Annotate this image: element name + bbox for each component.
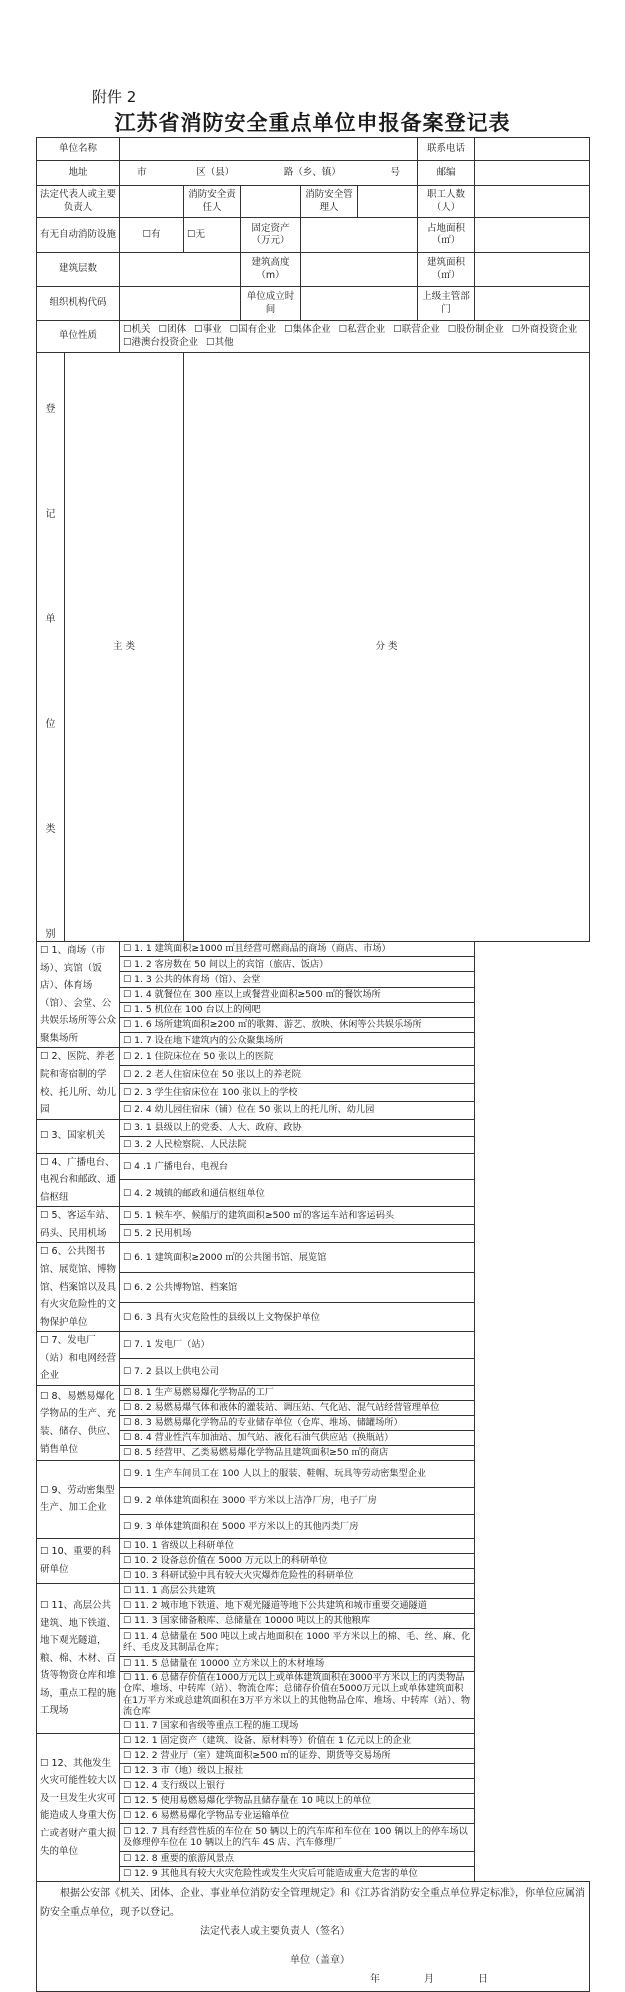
address-district: 区（县） (196, 166, 235, 178)
side-label-char: 类 (45, 824, 56, 835)
date-year: 年 (370, 1973, 380, 1985)
unit-nature-options (120, 321, 590, 353)
seal-label: 单位（盖章） (290, 1954, 350, 1966)
main-category-checkbox[interactable]: ☐ 7、发电厂（站）和电网经营企业 (37, 1332, 120, 1386)
sub-category-checkbox[interactable]: ☐ 3. 2 人民检察院、人民法院 (120, 1136, 475, 1153)
unit-name-field[interactable] (120, 138, 418, 161)
side-label-char: 别 (45, 929, 56, 940)
fixed-assets-label: 固定资产（万元） (241, 218, 301, 253)
building-area-label: 建筑面积（㎡） (418, 253, 475, 287)
sub-category-checkbox[interactable]: ☐ 1. 6 场所建筑面积≥200 ㎡的歌舞、游艺、放映、休闲等公共娱乐场所 (120, 1017, 475, 1032)
sub-category-checkbox[interactable]: ☐ 2. 3 学生住宿床位在 100 张以上的学校 (120, 1084, 475, 1102)
sub-category-checkbox[interactable]: ☐ 5. 2 民用机场 (120, 1225, 475, 1243)
sub-category-checkbox[interactable]: ☐ 1. 1 建筑面积≥1000 ㎡且经营可燃商品的商场（商店、市场） (120, 942, 475, 957)
sub-category-checkbox[interactable]: ☐ 8. 2 易燃易爆气体和液体的灌装站、调压站、气化站、混气站经营管理单位 (120, 1400, 475, 1415)
land-area-field[interactable] (475, 218, 590, 253)
contact-phone-label: 联系电话 (418, 138, 475, 161)
sub-category-checkbox[interactable]: ☐ 8. 5 经营甲、乙类易燃易爆化学物品且建筑面积≥50 ㎡的商店 (120, 1445, 475, 1460)
date-month: 月 (424, 1973, 434, 1985)
postcode-label: 邮编 (418, 161, 475, 186)
sub-category-checkbox[interactable]: ☐ 2. 2 老人住宿床位在 50 张以上的养老院 (120, 1066, 475, 1084)
superior-label: 上级主管部门 (418, 287, 475, 321)
floors-label: 建筑层数 (37, 253, 120, 287)
sub-category-checkbox[interactable]: ☐ 3. 1 县级以上的党委、人大、政府、政协 (120, 1119, 475, 1136)
main-category-checkbox[interactable]: ☐ 6、公共图书馆、展览馆、博物馆、档案馆以及具有火灾危险性的文物保护单位 (37, 1243, 120, 1332)
unit-nature-option[interactable]: ☐联营企业 (393, 323, 440, 335)
sub-category-checkbox[interactable]: ☐ 8. 3 易燃易爆化学物品的专业储存单位（仓库、堆场、储罐场所） (120, 1415, 475, 1430)
sub-category-checkbox[interactable]: ☐ 12. 8 重要的旅游风景点 (120, 1851, 475, 1866)
unit-name-label: 单位名称 (37, 138, 120, 161)
sub-category-checkbox[interactable]: ☐ 12. 7 具有经营性质的车位在 50 辆以上的汽车库和车位在 100 辆以上的停车场以及修理停车位在 10 辆以上的汽车 4S 店、汽车修理厂 (120, 1823, 475, 1851)
auto-fire-label: 有无自动消防设施 (37, 218, 120, 253)
org-code-label: 组织机构代码 (37, 287, 120, 321)
side-label-char: 记 (45, 509, 56, 520)
main-category-checkbox[interactable]: ☐ 9、劳动密集型生产、加工企业 (37, 1460, 120, 1538)
sub-category-checkbox[interactable]: ☐ 5. 1 候车亭、候船厅的建筑面积≥500 ㎡的客运车站和客运码头 (120, 1207, 475, 1225)
legal-rep-label: 法定代表人或主要负责人 (37, 186, 120, 218)
sub-category-checkbox[interactable]: ☐ 12. 4 支行级以上银行 (120, 1778, 475, 1793)
fixed-assets-field[interactable] (301, 218, 418, 253)
side-label-char: 单 (45, 614, 56, 625)
sub-category-checkbox[interactable]: ☐ 4 .1 广播电台、电视台 (120, 1153, 475, 1180)
founded-label: 单位成立时间 (241, 287, 301, 321)
sub-category-checkbox[interactable]: ☐ 10. 2 设备总价值在 5000 万元以上的科研单位 (120, 1553, 475, 1568)
employees-label: 职工人数（人） (418, 186, 475, 218)
unit-nature-option[interactable]: ☐外商投资企业 (511, 323, 578, 335)
sub-category-checkbox[interactable]: ☐ 8. 1 生产易燃易爆化学物品的工厂 (120, 1385, 475, 1400)
auto-fire-no-checkbox[interactable]: ☐无 (184, 218, 241, 253)
sub-category-checkbox[interactable]: ☐ 12. 3 市（地）级以上报社 (120, 1763, 475, 1778)
unit-nature-label: 单位性质 (37, 321, 120, 353)
fire-safety-person-label: 消防安全责任人 (184, 186, 241, 218)
sub-category-checkbox[interactable]: ☐ 1. 7 设在地下建筑内的公众聚集场所 (120, 1033, 475, 1048)
building-height-label: 建筑高度（m） (241, 253, 301, 287)
sub-category-checkbox[interactable]: ☐ 7. 2 县以上供电公司 (120, 1359, 475, 1386)
sub-category-header: 分 类 (184, 353, 590, 942)
main-category-checkbox[interactable]: ☐ 3、国家机关 (37, 1119, 120, 1153)
signature-label: 法定代表人或主要负责人（签名） (200, 1925, 350, 1937)
sub-category-checkbox[interactable]: ☐ 2. 4 幼儿园住宿床（铺）位在 50 张以上的托儿所、幼儿园 (120, 1101, 475, 1119)
declaration-box (37, 1881, 590, 1991)
fire-safety-person-field[interactable] (241, 186, 301, 218)
unit-nature-option[interactable]: ☐团体 (158, 323, 187, 335)
sub-category-checkbox[interactable]: ☐ 11. 5 总储量在 10000 立方米以上的木材堆场 (120, 1656, 475, 1671)
main-category-checkbox[interactable]: ☐ 2、医院、养老院和寄宿制的学校、托儿所、幼儿园 (37, 1048, 120, 1119)
address-number: 号 (390, 166, 401, 178)
fire-safety-manager-field[interactable] (358, 186, 418, 218)
unit-nature-option[interactable]: ☐港澳台投资企业 (123, 337, 199, 348)
unit-nature-option[interactable]: ☐其他 (206, 337, 234, 348)
sub-category-checkbox[interactable]: ☐ 1. 4 就餐位在 300 座以上或餐营业面积≥500 ㎡的餐饮场所 (120, 987, 475, 1002)
building-area-field[interactable] (475, 253, 590, 287)
main-category-checkbox[interactable]: ☐ 8、易燃易爆化学物品的生产、充装、储存、供应、销售单位 (37, 1385, 120, 1460)
sub-category-checkbox[interactable]: ☐ 1. 3 公共的体育场（馆）、会堂 (120, 972, 475, 987)
sub-category-checkbox[interactable]: ☐ 9. 2 单体建筑面积在 3000 平方米以上洁净厂房，电子厂房 (120, 1487, 475, 1514)
side-label-char: 位 (45, 719, 56, 730)
sub-category-checkbox[interactable]: ☐ 11. 1 高层公共建筑 (120, 1583, 475, 1598)
side-label-char: 登 (45, 404, 56, 415)
sub-category-checkbox[interactable]: ☐ 2. 1 住院床位在 50 张以上的医院 (120, 1048, 475, 1066)
main-category-header: 主 类 (65, 353, 184, 942)
address-road: 路（乡、镇） (283, 166, 341, 178)
sub-category-checkbox[interactable]: ☐ 11. 3 国家储备粮库、总储量在 10000 吨以上的其他粮库 (120, 1613, 475, 1628)
sub-category-checkbox[interactable]: ☐ 4. 2 城镇的邮政和通信枢纽单位 (120, 1180, 475, 1207)
sub-category-checkbox[interactable]: ☐ 12. 5 使用易燃易爆化学物品且储存量在 10 吨以上的单位 (120, 1793, 475, 1808)
sub-category-checkbox[interactable]: ☐ 12. 2 营业厅（室）建筑面积≥500 ㎡的证券、期货等交易场所 (120, 1748, 475, 1763)
sub-category-checkbox[interactable]: ☐ 9. 1 生产车间员工在 100 人以上的服装、鞋帽、玩具等劳动密集型企业 (120, 1460, 475, 1487)
address-city: 市 (137, 166, 147, 178)
sub-category-checkbox[interactable]: ☐ 9. 3 单体建筑面积在 5000 平方米以上的其他丙类厂房 (120, 1514, 475, 1538)
date-day: 日 (478, 1973, 488, 1985)
postcode-field[interactable] (475, 161, 590, 186)
unit-nature-option[interactable]: ☐机关 (123, 323, 151, 335)
registration-category-side-label (37, 353, 65, 942)
sub-category-checkbox[interactable]: ☐ 12. 9 其他具有较大火灾危险性或发生火灾后可能造成重大危害的单位 (120, 1866, 475, 1881)
fire-safety-manager-label: 消防安全管理人 (301, 186, 358, 218)
main-category-checkbox[interactable]: ☐ 12、其他发生火灾可能性较大以及一旦发生火灾可能造成人身重大伤亡或者财产重大损失的单位 (37, 1733, 120, 1881)
founded-field[interactable] (301, 287, 418, 321)
sub-category-checkbox[interactable]: ☐ 12. 1 固定资产（建筑、设备、原材料等）价值在 1 亿元以上的企业 (120, 1733, 475, 1748)
sub-category-checkbox[interactable]: ☐ 12. 6 易燃易爆化学物品专业运输单位 (120, 1808, 475, 1823)
employees-field[interactable] (475, 186, 590, 218)
legal-rep-field[interactable] (120, 186, 184, 218)
main-category-checkbox[interactable]: ☐ 5、客运车站、码头、民用机场 (37, 1207, 120, 1243)
unit-nature-option[interactable]: ☐国有企业 (229, 323, 277, 335)
sub-category-checkbox[interactable]: ☐ 11. 4 总储量在 500 吨以上或占地面积在 1000 平方米以上的棉、毛、丝、麻、化纤、毛皮及其制品仓库； (120, 1628, 475, 1656)
auto-fire-yes-checkbox[interactable]: ☐有 (120, 218, 184, 253)
address-label: 地址 (37, 161, 120, 186)
unit-nature-option[interactable]: ☐股份制企业 (447, 323, 504, 335)
declaration-text: 根据公安部《机关、团体、企业、事业单位消防安全管理规定》和《江苏省消防安全重点单位界定标准》，你单位应属消防安全重点单位，现予以登记。 (40, 1887, 585, 1918)
main-category-checkbox[interactable]: ☐ 11、高层公共建筑、地下铁道、地下观光隧道，粮、棉、木材、百货等物资仓库和堆场，重点工程的施工现场 (37, 1583, 120, 1733)
building-height-field[interactable] (301, 253, 418, 287)
sub-category-checkbox[interactable]: ☐ 10. 1 省级以上科研单位 (120, 1538, 475, 1553)
sub-category-checkbox[interactable]: ☐ 6. 1 建筑面积≥2000 ㎡的公共图书馆、展览馆 (120, 1243, 475, 1273)
sub-category-checkbox[interactable]: ☐ 1. 5 机位在 100 台以上的网吧 (120, 1002, 475, 1017)
contact-phone-field[interactable] (475, 138, 590, 161)
sub-category-checkbox[interactable]: ☐ 8. 4 营业性汽车加油站、加气站、液化石油气供应站（换瓶站） (120, 1430, 475, 1445)
sub-category-checkbox[interactable]: ☐ 11. 7 国家和省级等重点工程的施工现场 (120, 1718, 475, 1733)
address-field[interactable] (120, 161, 418, 186)
sub-category-checkbox[interactable]: ☐ 11. 6 总储存价值在1000万元以上或单体建筑面积在3000平方米以上的丙类物品仓库、堆场、中转库（站）、物流仓库；总储存价值在5000万元以上或单体建筑面积在1万平方米或总建筑面积在3万平方米以上的其他物品仓库、堆场、中转库（站）、物流仓库 (120, 1671, 475, 1718)
unit-nature-option[interactable]: ☐私营企业 (338, 323, 386, 335)
org-code-field[interactable] (120, 287, 241, 321)
sub-category-checkbox[interactable]: ☐ 7. 1 发电厂（站） (120, 1332, 475, 1359)
unit-nature-option[interactable]: ☐事业 (194, 323, 222, 335)
sub-category-checkbox[interactable]: ☐ 6. 3 具有火灾危险性的县级以上文物保护单位 (120, 1303, 475, 1332)
sub-category-checkbox[interactable]: ☐ 1. 2 客房数在 50 间以上的宾馆（旅店、饭店） (120, 957, 475, 972)
sub-category-checkbox[interactable]: ☐ 10. 3 科研试验中具有较大火灾爆炸危险性的科研单位 (120, 1568, 475, 1583)
main-category-checkbox[interactable]: ☐ 10、重要的科研单位 (37, 1538, 120, 1583)
main-category-checkbox[interactable]: ☐ 4、广播电台、电视台和邮政、通信枢纽 (37, 1153, 120, 1207)
land-area-label: 占地面积（㎡） (418, 218, 475, 253)
unit-nature-option[interactable]: ☐集体企业 (284, 323, 331, 335)
floors-field[interactable] (120, 253, 241, 287)
sub-category-checkbox[interactable]: ☐ 11. 2 城市地下铁道、地下观光隧道等地下公共建筑和城市重要交通隧道 (120, 1598, 475, 1613)
form-title: 江苏省消防安全重点单位申报备案登记表 (114, 111, 511, 135)
sub-category-checkbox[interactable]: ☐ 6. 2 公共博物馆、档案馆 (120, 1273, 475, 1303)
attachment-label: 附件 2 (92, 88, 137, 106)
registration-form (36, 137, 590, 1992)
main-category-checkbox[interactable]: ☐ 1、商场（市场）、宾馆（饭店）、体育场（馆）、会堂、公共娱乐场所等公众聚集场所 (37, 942, 120, 1048)
superior-field[interactable] (475, 287, 590, 321)
